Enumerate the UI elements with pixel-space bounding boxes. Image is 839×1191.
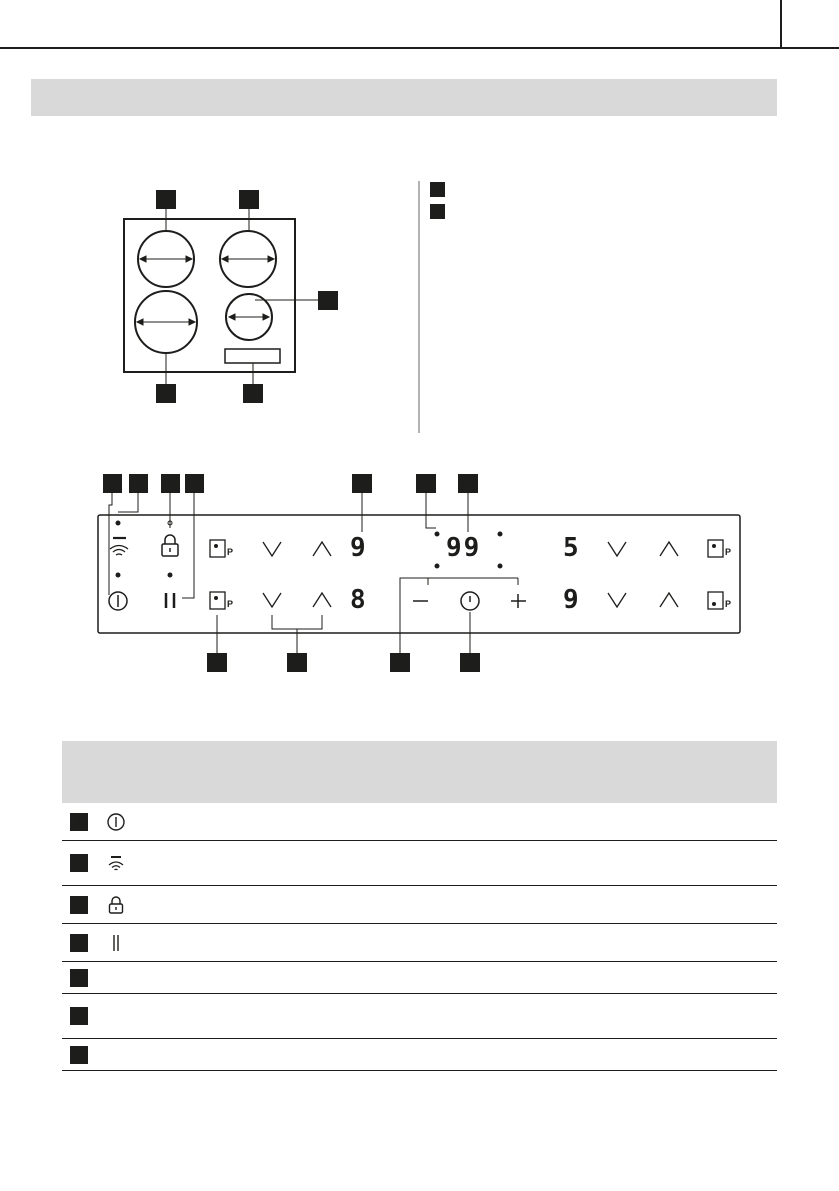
chevron-down-icon [608,593,626,607]
display-right-bottom: 9 [563,585,579,615]
row-comment [414,924,777,962]
power-boost-icon [210,540,225,557]
table-row [62,886,777,924]
lock-panel-icon [162,535,178,556]
legend-number: 2 [430,204,445,219]
hob2hood-icon [106,853,126,873]
row-comment [414,1039,777,1071]
row-number: 5 [70,969,88,987]
chevron-up-icon [313,593,331,607]
chevron-down-icon [608,542,626,556]
row-number: 2 [70,854,88,872]
row-number: 7 [70,1046,88,1064]
pause-icon [106,933,126,953]
display-right-top: 5 [563,533,579,563]
row-function [208,962,414,994]
pause-panel-icon [166,593,174,608]
row-function [208,841,414,886]
row-function [208,994,414,1039]
table-header [208,741,414,803]
svg-text:P: P [725,547,732,557]
table-row [62,803,777,841]
row-function [208,924,414,962]
row-comment [414,841,777,886]
power-boost-icon [708,540,723,557]
control-functions-table [62,741,777,1071]
legend-number: 1 [430,182,445,197]
row-function [208,1039,414,1071]
table-header [62,741,208,803]
power-boost-icon [210,592,225,609]
row-number: 3 [70,896,88,914]
lock-icon [106,895,126,915]
power-panel-icon [109,592,127,610]
power-boost-icon [708,592,723,609]
chevron-up-icon [660,542,678,556]
chevron-up-icon [660,593,678,607]
svg-text:P: P [227,547,234,557]
row-number: 4 [70,934,88,952]
row-number: 6 [70,1007,88,1025]
table-row [62,994,777,1039]
display-left-top: 9 [350,533,366,563]
display-timer: 99 [446,533,482,563]
svg-text:P: P [725,599,732,609]
table-row [62,962,777,994]
row-comment [414,994,777,1039]
hob2hood-panel-icon [110,538,128,555]
table-row [62,924,777,962]
row-comment [414,803,777,841]
svg-text:P: P [227,599,234,609]
row-function [208,803,414,841]
table-row [62,841,777,886]
legend-item [430,180,770,198]
table-header [414,741,777,803]
chevron-down-icon [263,542,281,556]
power-icon [106,812,126,832]
display-left-bottom: 8 [350,585,366,615]
row-comment [414,886,777,924]
zone-legend [430,180,770,224]
legend-item [430,202,770,220]
chevron-up-icon [313,542,331,556]
control-strip [225,349,280,363]
table-row [62,1039,777,1071]
row-number: 1 [70,813,88,831]
row-comment [414,962,777,994]
chevron-down-icon [263,593,281,607]
row-function [208,886,414,924]
